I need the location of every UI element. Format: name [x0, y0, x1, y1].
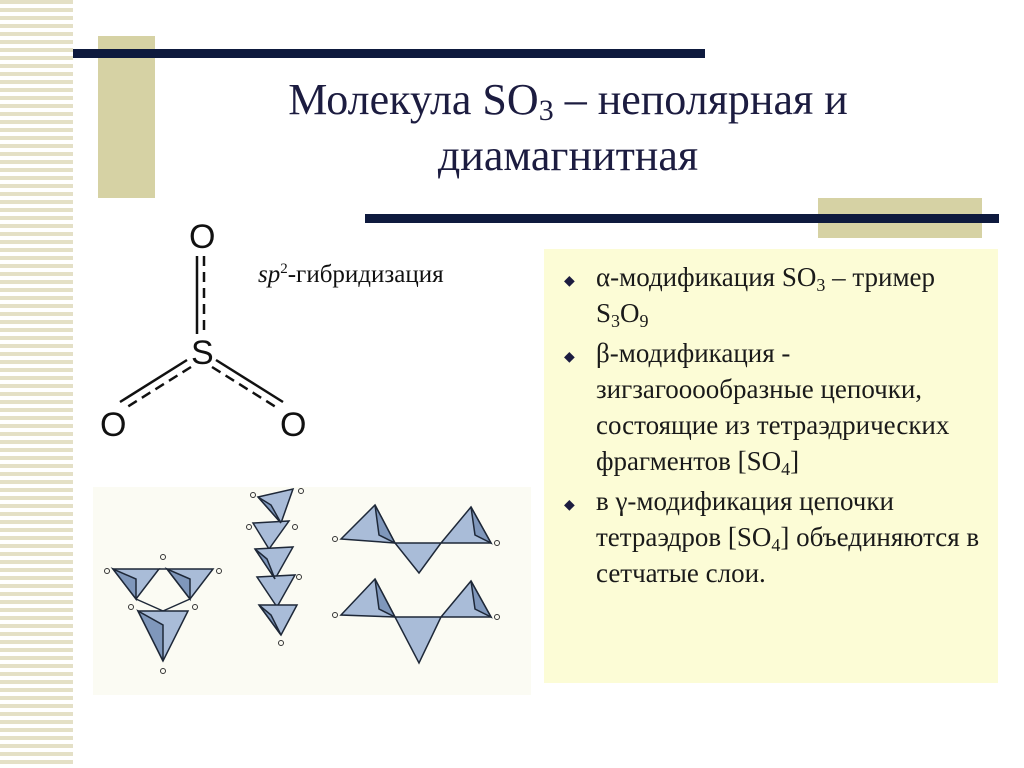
alpha-text-c: O: [620, 298, 640, 328]
alpha-sub-c: 9: [639, 311, 649, 331]
title-line1-prefix: Молекула SO: [288, 75, 539, 124]
top-rule: [73, 49, 705, 58]
oxygen-atom-right: O: [280, 406, 307, 444]
alpha-text-a: α-модификация SO: [596, 262, 817, 292]
hybridization-sup: 2: [280, 261, 288, 277]
gamma-chain-figure-lower: [341, 579, 491, 663]
alpha-sub-a: 3: [816, 275, 826, 295]
tetrahedra-drawing: [93, 487, 531, 695]
so3-structural-formula: [90, 216, 330, 456]
list-item-alpha: [564, 259, 984, 331]
slide-title: [150, 72, 986, 184]
gamma-text-b: ] объединяются в сетчатые слои.: [596, 522, 980, 588]
diamond-bullet-icon: ◆: [564, 350, 575, 365]
bond-left-solid: [120, 360, 187, 402]
title-line1-suffix: – неполярная и: [553, 75, 848, 124]
modifications-panel: [544, 249, 998, 683]
title-line2: диамагнитная: [437, 131, 699, 180]
decorative-tan-block: [98, 36, 155, 198]
bond-right-solid: [216, 360, 283, 402]
hybridization-label: [258, 259, 444, 291]
oxygen-atom-top: O: [189, 218, 216, 256]
diamond-bullet-icon: ◆: [564, 274, 575, 289]
tetrahedra-structures-illustration: [93, 487, 531, 695]
bond-left-dashed: [124, 367, 191, 409]
gamma-sub-a: 4: [771, 535, 781, 555]
bond-right-dashed: [212, 367, 279, 409]
list-item-beta: [564, 335, 984, 479]
beta-text-b: ]: [790, 446, 800, 476]
list-item-gamma: [564, 483, 984, 591]
gamma-chain-figure-upper: [341, 505, 491, 573]
oxygen-atom-left: O: [100, 406, 127, 444]
gamma-text-a: в γ-модификация цепочки тетраэдров [SO: [596, 486, 894, 552]
decorative-stripes: [0, 0, 73, 768]
hybridization-sp: sp: [258, 261, 281, 288]
title-line1-sub: 3: [538, 94, 554, 127]
alpha-sub-b: 3: [611, 311, 621, 331]
alpha-trimer-figure: [113, 569, 213, 661]
beta-sub-a: 4: [781, 459, 791, 479]
sulfur-atom: S: [191, 334, 214, 372]
middle-rule: [365, 214, 999, 223]
beta-zigzag-chain-figure: [253, 489, 297, 635]
diamond-bullet-icon: ◆: [564, 498, 575, 513]
beta-text-a: β-модификация - зигзагооообразные цепочки, состоящие из тетраэдрических фрагментов [SO: [596, 338, 950, 476]
alpha-text-b: – тример S: [596, 262, 936, 328]
hybridization-text: -гибридизация: [287, 261, 444, 288]
modifications-list: [564, 259, 984, 595]
